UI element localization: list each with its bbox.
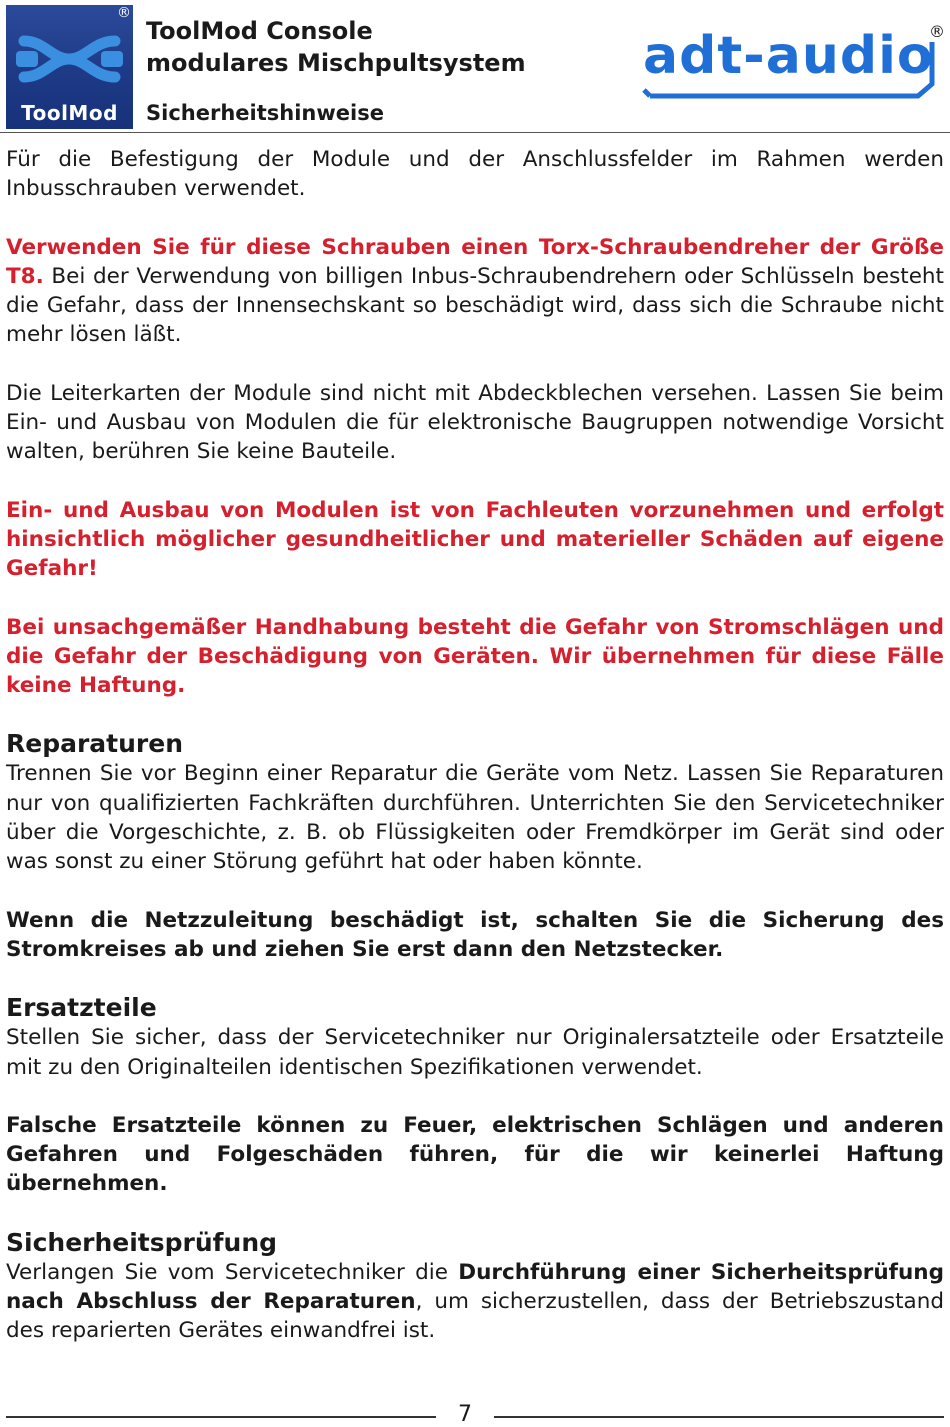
section-title: Sicherheitshinweise bbox=[146, 101, 384, 125]
paragraph-sicherheitspruefung-b: , um sicherzustellen, dass der Betriebszustand des reparierten Gerätes einwandfrei ist. bbox=[6, 1289, 944, 1344]
page-header bbox=[0, 0, 950, 135]
paragraph-befestigung: Für die Befestigung der Module und der Anschlussfelder im Rahmen werden Inbusschrauben verwendet. bbox=[6, 147, 944, 202]
page-content bbox=[6, 145, 944, 1346]
heading-reparaturen: Reparaturen bbox=[6, 729, 184, 759]
product-subtitle: modulares Mischpultsystem bbox=[146, 49, 526, 77]
heading-ersatzteile: Ersatzteile bbox=[6, 993, 157, 1023]
warning-haftung: Bei unsachgemäßer Handhabung besteht die Gefahr von Stromschlägen und die Gefahr der Beschädigung von Geräten. Wir übernehmen für diese Fälle keine Haftung. bbox=[6, 614, 944, 699]
paragraph-ersatzteile: Stellen Sie sicher, dass der Servicetechniker nur Originalersatzteile oder Ersatzteile mit zu den Originalteilen identischen Spezifikationen verwendet. bbox=[6, 1025, 944, 1080]
warning-ausbau: Ein- und Ausbau von Modulen ist von Fachleuten vorzunehmen und erfolgt hinsichtlich möglicher gesundheitlicher und materieller Schäden auf eigene Gefahr! bbox=[6, 497, 944, 582]
paragraph-leiterkarten: Die Leiterkarten der Module sind nicht mit Abdeckblechen versehen. Lassen Sie beim Ein- und Ausbau von Modulen die für elektronische Baugruppen notwendige Vorsicht walten, berühren Sie keine Bauteile. bbox=[6, 380, 944, 465]
footer-rule-right bbox=[494, 1416, 944, 1418]
warning-netzzuleitung: Wenn die Netzzuleitung beschädigt ist, schalten Sie die Sicherung des Stromkreises ab und ziehen Sie erst dann den Netzstecker. bbox=[6, 907, 944, 962]
adt-audio-logo bbox=[640, 22, 945, 108]
footer-rule-left bbox=[6, 1416, 436, 1418]
toolmod-symbol-icon bbox=[16, 19, 123, 99]
product-title: ToolMod Console bbox=[146, 17, 373, 45]
paragraph-torx-text: Bei der Verwendung von billigen Inbus-Schraubendrehern oder Schlüsseln besteht die Gefahr, dass der Innensechskant so beschädigt wird, dass sich die Schraube nicht mehr lösen läßt. bbox=[6, 263, 944, 348]
header-divider bbox=[0, 132, 950, 133]
warning-ersatzteile: Falsche Ersatzteile können zu Feuer, elektrischen Schlägen und anderen Gefahren und Folgeschäden führen, für die wir keinerlei Haftung übernehmen. bbox=[6, 1112, 944, 1197]
paragraph-sicherheitspruefung bbox=[6, 1258, 944, 1346]
heading-sicherheitspruefung: Sicherheitsprüfung bbox=[6, 1227, 278, 1257]
warning-torx: Verwenden Sie für diese Schrauben einen Torx-Schraubendreher der Größe T8. bbox=[6, 234, 944, 289]
paragraph-sicherheitspruefung-bold: Durchführung einer Sicherheitsprüfung nach Abschluss der Reparaturen bbox=[6, 1259, 944, 1315]
brand-name: adt-audio bbox=[643, 26, 934, 86]
logo-text: ToolMod bbox=[21, 101, 118, 125]
page-number: 7 bbox=[458, 1402, 472, 1427]
paragraph-sicherheitspruefung-a: Verlangen Sie vom Servicetechniker die bbox=[6, 1259, 459, 1285]
brand-registered-mark: ® bbox=[929, 22, 945, 41]
paragraph-reparaturen: Trennen Sie vor Beginn einer Reparatur die Geräte vom Netz. Lassen Sie Reparaturen nur von qualifizierten Fachkräften durchführen. Unterrichten Sie den Servicetechniker über die Vorgeschichte, z. B. ob Flüssigkeiten oder Fremdkörper im Gerät sind oder was sonst zu einer Störung geführt hat oder haben könnte. bbox=[6, 761, 944, 875]
paragraph-torx bbox=[6, 233, 944, 350]
logo-registered-mark: ® bbox=[117, 5, 131, 21]
toolmod-logo bbox=[6, 5, 133, 129]
